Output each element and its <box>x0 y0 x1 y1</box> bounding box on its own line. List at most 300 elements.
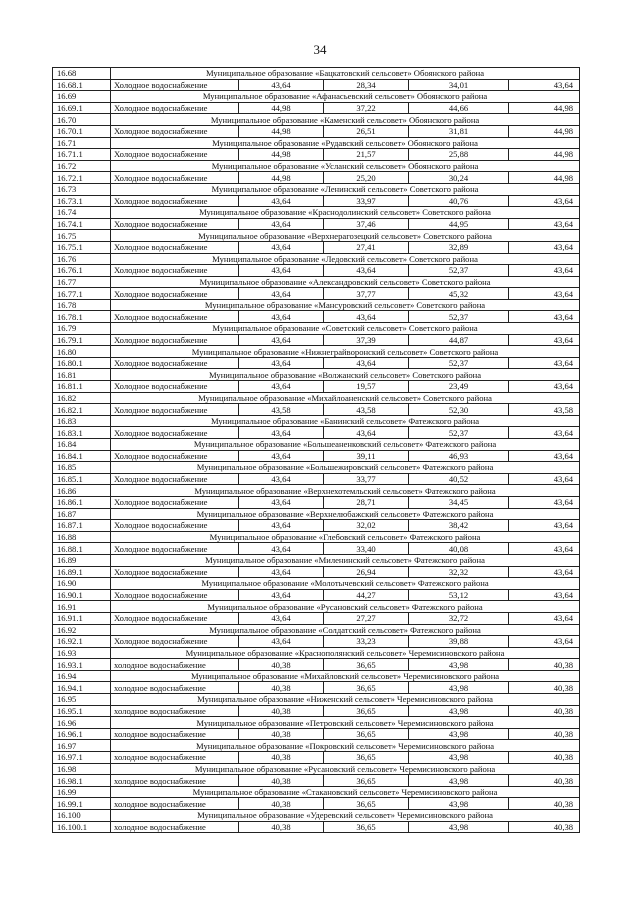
tariff-value-3: 30,24 <box>409 172 509 184</box>
tariff-value-3: 46,93 <box>409 450 509 462</box>
page-number: 34 <box>313 42 327 57</box>
municipality-title: Муниципальное образование «Мансуровский сельсовет» Советского района <box>111 299 580 311</box>
municipality-title: Муниципальное образование «Михайловский сельсовет» Черемисиновского района <box>111 670 580 682</box>
tariff-value-3: 34,01 <box>409 79 509 91</box>
tariff-row <box>53 775 580 787</box>
tariff-value-3: 44,95 <box>409 218 509 230</box>
municipality-header-row <box>53 647 580 659</box>
tariff-value-2: 25,20 <box>324 172 409 184</box>
tariff-row <box>53 496 580 508</box>
tariff-value-3: 52,37 <box>409 311 509 323</box>
tariff-value-3: 32,89 <box>409 241 509 253</box>
tariff-value-1: 43,64 <box>239 357 324 369</box>
tariff-value-3: 23,49 <box>409 381 509 393</box>
sub-item-number: 16.76.1 <box>53 265 111 277</box>
municipality-title: Муниципальное образование «Усланский сельсовет» Обоянского района <box>111 160 580 172</box>
tariff-value-3: 25,88 <box>409 149 509 161</box>
tariff-value-4: 43,64 <box>509 427 580 439</box>
tariff-value-4: 43,58 <box>509 404 580 416</box>
sub-item-number: 16.83.1 <box>53 427 111 439</box>
tariff-value-4: 40,38 <box>509 682 580 694</box>
tariff-row <box>53 172 580 184</box>
municipality-header-row <box>53 531 580 543</box>
tariff-value-4: 43,64 <box>509 288 580 300</box>
tariff-row <box>53 450 580 462</box>
tariff-value-1: 40,38 <box>239 705 324 717</box>
item-number: 16.70 <box>53 114 111 126</box>
tariff-value-3: 53,12 <box>409 589 509 601</box>
tariff-row <box>53 728 580 740</box>
tariff-value-4: 43,64 <box>509 265 580 277</box>
municipality-title: Муниципальное образование «Миленинский сельсовет» Фатежского района <box>111 554 580 566</box>
municipality-header-row <box>53 253 580 265</box>
tariff-value-1: 43,64 <box>239 473 324 485</box>
service-name: Холодное водоснабжение <box>111 589 239 601</box>
municipality-title: Муниципальное образование «Каменский сельсовет» Обоянского района <box>111 114 580 126</box>
service-name: Холодное водоснабжение <box>111 149 239 161</box>
tariff-value-3: 31,81 <box>409 125 509 137</box>
item-number: 16.85 <box>53 462 111 474</box>
item-number: 16.88 <box>53 531 111 543</box>
tariff-row <box>53 79 580 91</box>
tariff-value-2: 33,97 <box>324 195 409 207</box>
sub-item-number: 16.75.1 <box>53 241 111 253</box>
tariff-value-2: 44,27 <box>324 589 409 601</box>
municipality-title: Муниципальное образование «Молотычевский сельсовет» Фатежского района <box>111 578 580 590</box>
service-name: Холодное водоснабжение <box>111 195 239 207</box>
municipality-header-row <box>53 346 580 358</box>
tariff-row <box>53 589 580 601</box>
sub-item-number: 16.70.1 <box>53 125 111 137</box>
item-number: 16.81 <box>53 369 111 381</box>
item-number: 16.93 <box>53 647 111 659</box>
tariff-row <box>53 612 580 624</box>
item-number: 16.100 <box>53 810 111 822</box>
item-number: 16.86 <box>53 485 111 497</box>
tariff-value-2: 21,57 <box>324 149 409 161</box>
municipality-header-row <box>53 230 580 242</box>
service-name: холодное водоснабжение <box>111 705 239 717</box>
tariff-value-2: 36,65 <box>324 775 409 787</box>
tariff-value-2: 39,11 <box>324 450 409 462</box>
municipality-title: Муниципальное образование «Волжанский сельсовет» Советского района <box>111 369 580 381</box>
tariff-value-1: 43,64 <box>239 334 324 346</box>
tariff-row <box>53 520 580 532</box>
tariff-value-4: 43,64 <box>509 79 580 91</box>
tariff-value-1: 40,38 <box>239 775 324 787</box>
sub-item-number: 16.77.1 <box>53 288 111 300</box>
municipality-title: Муниципальное образование «Глебовский сельсовет» Фатежского района <box>111 531 580 543</box>
sub-item-number: 16.94.1 <box>53 682 111 694</box>
municipality-title: Муниципальное образование «Афанасьевский сельсовет» Обоянского района <box>111 91 580 103</box>
municipality-title: Муниципальное образование «Банинский сельсовет» Фатежского района <box>111 415 580 427</box>
tariff-value-1: 40,38 <box>239 821 324 833</box>
service-name: холодное водоснабжение <box>111 775 239 787</box>
tariff-value-3: 52,37 <box>409 357 509 369</box>
municipality-header-row <box>53 276 580 288</box>
tariff-value-1: 44,98 <box>239 102 324 114</box>
tariff-value-2: 33,40 <box>324 543 409 555</box>
item-number: 16.76 <box>53 253 111 265</box>
tariff-value-3: 39,88 <box>409 636 509 648</box>
tariff-value-4: 43,64 <box>509 496 580 508</box>
sub-item-number: 16.88.1 <box>53 543 111 555</box>
tariff-row <box>53 265 580 277</box>
tariff-value-1: 40,38 <box>239 798 324 810</box>
tariff-value-2: 28,71 <box>324 496 409 508</box>
sub-item-number: 16.84.1 <box>53 450 111 462</box>
service-name: холодное водоснабжение <box>111 821 239 833</box>
tariff-value-4: 43,64 <box>509 636 580 648</box>
tariff-value-3: 45,32 <box>409 288 509 300</box>
sub-item-number: 16.74.1 <box>53 218 111 230</box>
service-name: Холодное водоснабжение <box>111 102 239 114</box>
tariff-value-4: 43,64 <box>509 357 580 369</box>
municipality-header-row <box>53 207 580 219</box>
tariff-row <box>53 149 580 161</box>
sub-item-number: 16.81.1 <box>53 381 111 393</box>
tariff-value-3: 32,32 <box>409 566 509 578</box>
tariff-value-1: 43,64 <box>239 496 324 508</box>
tariff-value-3: 40,08 <box>409 543 509 555</box>
tariff-value-3: 40,52 <box>409 473 509 485</box>
item-number: 16.94 <box>53 670 111 682</box>
tariff-value-3: 38,42 <box>409 520 509 532</box>
tariff-value-3: 43,98 <box>409 659 509 671</box>
tariff-value-1: 43,64 <box>239 241 324 253</box>
tariff-table-body <box>53 68 580 833</box>
municipality-header-row <box>53 415 580 427</box>
tariff-value-4: 43,64 <box>509 543 580 555</box>
tariff-value-1: 43,64 <box>239 311 324 323</box>
tariff-value-4: 43,64 <box>509 195 580 207</box>
tariff-row <box>53 381 580 393</box>
tariff-value-1: 40,38 <box>239 728 324 740</box>
service-name: Холодное водоснабжение <box>111 496 239 508</box>
sub-item-number: 16.97.1 <box>53 752 111 764</box>
item-number: 16.83 <box>53 415 111 427</box>
sub-item-number: 16.90.1 <box>53 589 111 601</box>
sub-item-number: 16.86.1 <box>53 496 111 508</box>
sub-item-number: 16.72.1 <box>53 172 111 184</box>
tariff-value-3: 43,98 <box>409 798 509 810</box>
municipality-header-row <box>53 578 580 590</box>
municipality-title: Муниципальное образование «Ниженский сельсовет» Черемисиновского района <box>111 694 580 706</box>
tariff-value-2: 36,65 <box>324 705 409 717</box>
tariff-value-1: 43,64 <box>239 520 324 532</box>
tariff-value-1: 43,64 <box>239 265 324 277</box>
tariff-row <box>53 218 580 230</box>
tariff-value-2: 43,64 <box>324 311 409 323</box>
municipality-header-row <box>53 554 580 566</box>
tariff-value-1: 43,64 <box>239 381 324 393</box>
tariff-table <box>52 67 580 833</box>
tariff-value-3: 40,76 <box>409 195 509 207</box>
item-number: 16.80 <box>53 346 111 358</box>
service-name: Холодное водоснабжение <box>111 125 239 137</box>
service-name: холодное водоснабжение <box>111 798 239 810</box>
municipality-header-row <box>53 763 580 775</box>
item-number: 16.77 <box>53 276 111 288</box>
tariff-value-1: 43,64 <box>239 543 324 555</box>
service-name: Холодное водоснабжение <box>111 543 239 555</box>
tariff-value-4: 40,38 <box>509 659 580 671</box>
service-name: Холодное водоснабжение <box>111 612 239 624</box>
municipality-header-row <box>53 392 580 404</box>
tariff-value-2: 36,65 <box>324 821 409 833</box>
sub-item-number: 16.92.1 <box>53 636 111 648</box>
sub-item-number: 16.91.1 <box>53 612 111 624</box>
tariff-value-3: 52,30 <box>409 404 509 416</box>
service-name: Холодное водоснабжение <box>111 427 239 439</box>
tariff-value-1: 43,64 <box>239 589 324 601</box>
municipality-title: Муниципальное образование «Советский сельсовет» Советского района <box>111 323 580 335</box>
tariff-value-2: 37,46 <box>324 218 409 230</box>
tariff-value-2: 37,22 <box>324 102 409 114</box>
service-name: Холодное водоснабжение <box>111 79 239 91</box>
municipality-header-row <box>53 694 580 706</box>
tariff-value-4: 43,64 <box>509 473 580 485</box>
tariff-value-2: 36,65 <box>324 682 409 694</box>
service-name: Холодное водоснабжение <box>111 566 239 578</box>
tariff-value-4: 44,98 <box>509 149 580 161</box>
item-number: 16.92 <box>53 624 111 636</box>
service-name: Холодное водоснабжение <box>111 334 239 346</box>
item-number: 16.97 <box>53 740 111 752</box>
service-name: Холодное водоснабжение <box>111 636 239 648</box>
tariff-value-4: 40,38 <box>509 821 580 833</box>
municipality-header-row <box>53 508 580 520</box>
tariff-value-4: 44,98 <box>509 125 580 137</box>
tariff-value-2: 43,64 <box>324 265 409 277</box>
item-number: 16.89 <box>53 554 111 566</box>
sub-item-number: 16.85.1 <box>53 473 111 485</box>
tariff-value-2: 32,02 <box>324 520 409 532</box>
municipality-title: Муниципальное образование «Ледовский сельсовет» Советского района <box>111 253 580 265</box>
municipality-title: Муниципальное образование «Верхнехотемльский сельсовет» Фатежского района <box>111 485 580 497</box>
item-number: 16.87 <box>53 508 111 520</box>
tariff-value-3: 43,98 <box>409 682 509 694</box>
municipality-title: Муниципальное образование «Михайлоаненский сельсовет» Советского района <box>111 392 580 404</box>
municipality-title: Муниципальное образование «Большежировский сельсовет» Фатежского района <box>111 462 580 474</box>
municipality-title: Муниципальное образование «Удеревский сельсовет» Черемисиновского района <box>111 810 580 822</box>
sub-item-number: 16.79.1 <box>53 334 111 346</box>
tariff-value-4: 40,38 <box>509 798 580 810</box>
municipality-header-row <box>53 439 580 451</box>
service-name: Холодное водоснабжение <box>111 311 239 323</box>
tariff-value-3: 43,98 <box>409 705 509 717</box>
item-number: 16.82 <box>53 392 111 404</box>
item-number: 16.98 <box>53 763 111 775</box>
tariff-row <box>53 288 580 300</box>
municipality-header-row <box>53 323 580 335</box>
sub-item-number: 16.82.1 <box>53 404 111 416</box>
tariff-value-4: 44,98 <box>509 172 580 184</box>
tariff-row <box>53 752 580 764</box>
tariff-row <box>53 473 580 485</box>
municipality-header-row <box>53 485 580 497</box>
municipality-header-row <box>53 740 580 752</box>
tariff-value-2: 33,23 <box>324 636 409 648</box>
sub-item-number: 16.98.1 <box>53 775 111 787</box>
service-name: Холодное водоснабжение <box>111 172 239 184</box>
item-number: 16.71 <box>53 137 111 149</box>
sub-item-number: 16.89.1 <box>53 566 111 578</box>
tariff-value-2: 26,94 <box>324 566 409 578</box>
service-name: Холодное водоснабжение <box>111 241 239 253</box>
sub-item-number: 16.95.1 <box>53 705 111 717</box>
tariff-value-4: 40,38 <box>509 775 580 787</box>
service-name: Холодное водоснабжение <box>111 288 239 300</box>
tariff-value-3: 32,72 <box>409 612 509 624</box>
tariff-value-1: 43,64 <box>239 79 324 91</box>
municipality-title: Муниципальное образование «Русановский сельсовет» Фатежского района <box>111 601 580 613</box>
tariff-value-1: 43,64 <box>239 195 324 207</box>
municipality-header-row <box>53 810 580 822</box>
tariff-value-3: 43,98 <box>409 752 509 764</box>
service-name: Холодное водоснабжение <box>111 218 239 230</box>
tariff-value-3: 34,45 <box>409 496 509 508</box>
tariff-value-3: 52,37 <box>409 427 509 439</box>
municipality-title: Муниципальное образование «Покровский сельсовет» Черемисиновского района <box>111 740 580 752</box>
item-number: 16.90 <box>53 578 111 590</box>
municipality-title: Муниципальное образование «Ленинский сельсовет» Советского района <box>111 183 580 195</box>
sub-item-number: 16.80.1 <box>53 357 111 369</box>
item-number: 16.84 <box>53 439 111 451</box>
service-name: Холодное водоснабжение <box>111 450 239 462</box>
tariff-value-2: 36,65 <box>324 798 409 810</box>
tariff-value-4: 43,64 <box>509 218 580 230</box>
tariff-value-4: 44,98 <box>509 102 580 114</box>
sub-item-number: 16.99.1 <box>53 798 111 810</box>
tariff-value-2: 37,77 <box>324 288 409 300</box>
municipality-header-row <box>53 369 580 381</box>
sub-item-number: 16.100.1 <box>53 821 111 833</box>
tariff-value-1: 44,98 <box>239 149 324 161</box>
tariff-value-2: 26,51 <box>324 125 409 137</box>
tariff-value-2: 37,39 <box>324 334 409 346</box>
tariff-value-1: 44,98 <box>239 125 324 137</box>
tariff-value-3: 44,87 <box>409 334 509 346</box>
tariff-row <box>53 566 580 578</box>
item-number: 16.75 <box>53 230 111 242</box>
service-name: Холодное водоснабжение <box>111 404 239 416</box>
tariff-row <box>53 821 580 833</box>
tariff-row <box>53 311 580 323</box>
service-name: Холодное водоснабжение <box>111 381 239 393</box>
tariff-value-1: 43,64 <box>239 288 324 300</box>
municipality-header-row <box>53 299 580 311</box>
municipality-title: Муниципальное образование «Бацкатовский сельсовет» Обоянского района <box>111 68 580 80</box>
tariff-row <box>53 334 580 346</box>
tariff-value-4: 43,64 <box>509 334 580 346</box>
service-name: холодное водоснабжение <box>111 682 239 694</box>
tariff-row <box>53 102 580 114</box>
tariff-value-1: 43,58 <box>239 404 324 416</box>
municipality-title: Муниципальное образование «Краснодолинский сельсовет» Советского района <box>111 207 580 219</box>
tariff-value-3: 43,98 <box>409 728 509 740</box>
item-number: 16.99 <box>53 786 111 798</box>
tariff-value-1: 40,38 <box>239 752 324 764</box>
tariff-value-1: 43,64 <box>239 566 324 578</box>
tariff-value-4: 40,38 <box>509 752 580 764</box>
municipality-header-row <box>53 137 580 149</box>
tariff-value-1: 40,38 <box>239 682 324 694</box>
municipality-title: Муниципальное образование «Краснополянский сельсовет» Черемисиновского района <box>111 647 580 659</box>
tariff-value-4: 43,64 <box>509 589 580 601</box>
tariff-value-2: 36,65 <box>324 659 409 671</box>
sub-item-number: 16.87.1 <box>53 520 111 532</box>
municipality-header-row <box>53 601 580 613</box>
municipality-title: Муниципальное образование «Нижнеграйворонский сельсовет» Советского района <box>111 346 580 358</box>
sub-item-number: 16.69.1 <box>53 102 111 114</box>
service-name: Холодное водоснабжение <box>111 473 239 485</box>
tariff-row <box>53 543 580 555</box>
tariff-value-2: 43,64 <box>324 427 409 439</box>
tariff-value-3: 43,98 <box>409 775 509 787</box>
municipality-title: Муниципальное образование «Большеаненковский сельсовет» Фатежского района <box>111 439 580 451</box>
tariff-value-1: 40,38 <box>239 659 324 671</box>
tariff-row <box>53 682 580 694</box>
service-name: холодное водоснабжение <box>111 659 239 671</box>
municipality-header-row <box>53 114 580 126</box>
municipality-title: Муниципальное образование «Александровский сельсовет» Советского района <box>111 276 580 288</box>
item-number: 16.72 <box>53 160 111 172</box>
tariff-value-1: 43,64 <box>239 636 324 648</box>
municipality-header-row <box>53 786 580 798</box>
municipality-title: Муниципальное образование «Стакановский сельсовет» Черемисиновского района <box>111 786 580 798</box>
municipality-title: Муниципальное образование «Петровский сельсовет» Черемисиновского района <box>111 717 580 729</box>
sub-item-number: 16.71.1 <box>53 149 111 161</box>
tariff-value-2: 43,64 <box>324 357 409 369</box>
service-name: холодное водоснабжение <box>111 728 239 740</box>
tariff-value-4: 40,38 <box>509 705 580 717</box>
municipality-title: Муниципальное образование «Русановский сельсовет» Черемисиновского района <box>111 763 580 775</box>
tariff-value-2: 43,58 <box>324 404 409 416</box>
service-name: Холодное водоснабжение <box>111 265 239 277</box>
tariff-value-2: 27,41 <box>324 241 409 253</box>
municipality-header-row <box>53 160 580 172</box>
tariff-value-4: 43,64 <box>509 381 580 393</box>
tariff-value-1: 43,64 <box>239 427 324 439</box>
sub-item-number: 16.73.1 <box>53 195 111 207</box>
tariff-row <box>53 705 580 717</box>
municipality-header-row <box>53 68 580 80</box>
tariff-row <box>53 241 580 253</box>
service-name: холодное водоснабжение <box>111 752 239 764</box>
tariff-row <box>53 798 580 810</box>
tariff-value-2: 19,57 <box>324 381 409 393</box>
tariff-value-4: 40,38 <box>509 728 580 740</box>
tariff-row <box>53 659 580 671</box>
tariff-row <box>53 125 580 137</box>
tariff-value-3: 44,66 <box>409 102 509 114</box>
tariff-value-1: 43,64 <box>239 450 324 462</box>
service-name: Холодное водоснабжение <box>111 357 239 369</box>
item-number: 16.95 <box>53 694 111 706</box>
tariff-value-2: 33,77 <box>324 473 409 485</box>
sub-item-number: 16.68.1 <box>53 79 111 91</box>
sub-item-number: 16.78.1 <box>53 311 111 323</box>
tariff-value-1: 43,64 <box>239 218 324 230</box>
tariff-value-3: 43,98 <box>409 821 509 833</box>
municipality-header-row <box>53 624 580 636</box>
tariff-row <box>53 404 580 416</box>
item-number: 16.79 <box>53 323 111 335</box>
tariff-row <box>53 427 580 439</box>
tariff-value-1: 43,64 <box>239 612 324 624</box>
municipality-header-row <box>53 717 580 729</box>
